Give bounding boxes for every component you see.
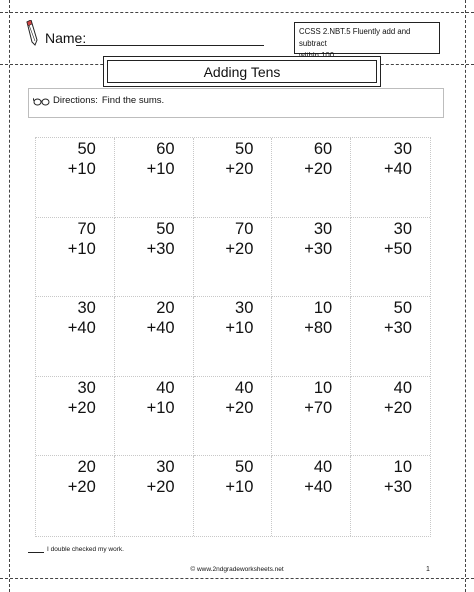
problem-cell <box>36 218 115 298</box>
self-check-text: I double checked my work. <box>47 546 124 553</box>
problem-addend-plus: +10 <box>146 398 175 417</box>
standard-box <box>294 22 440 54</box>
addition-problem <box>384 378 412 418</box>
website-credit: © www.2ndgradeworksheets.net <box>190 566 284 573</box>
addition-problem <box>225 457 253 497</box>
problem-addend: 40 <box>313 458 333 477</box>
problem-cell <box>36 138 115 218</box>
directions-text: Find the sums. <box>101 95 165 106</box>
problem-addend-plus: +20 <box>146 478 175 497</box>
problem-cell <box>272 377 351 457</box>
problem-cell <box>194 456 273 536</box>
addition-problem <box>304 139 332 179</box>
problem-cell <box>351 138 430 218</box>
problem-addend: 30 <box>313 219 333 238</box>
name-field-line[interactable] <box>76 45 264 46</box>
problem-addend: 60 <box>313 140 333 158</box>
problem-addend-plus: +20 <box>304 160 333 178</box>
addition-problem <box>225 219 253 259</box>
problem-cell <box>194 218 273 298</box>
problem-addend: 60 <box>156 140 175 158</box>
glasses-icon <box>33 96 50 106</box>
problem-addend-plus: +10 <box>67 239 96 258</box>
problem-addend-plus: +30 <box>304 239 333 258</box>
problem-addend: 30 <box>77 299 96 318</box>
problem-addend: 50 <box>393 299 412 318</box>
problem-addend-plus: +30 <box>146 239 175 258</box>
problem-cell <box>272 456 351 536</box>
problem-addend-plus: +10 <box>67 160 96 178</box>
problem-cell <box>272 297 351 377</box>
addition-problem <box>68 457 96 497</box>
title-box <box>103 56 381 87</box>
addition-problem <box>304 298 332 338</box>
problem-addend-plus: +30 <box>384 478 412 497</box>
problem-cell <box>115 297 194 377</box>
addition-problem <box>225 139 253 179</box>
problem-addend-plus: +80 <box>304 319 333 338</box>
problem-addend-plus: +40 <box>304 478 333 497</box>
problem-addend: 10 <box>313 299 333 318</box>
problem-addend: 30 <box>156 458 175 477</box>
name-label: Name: <box>45 30 87 46</box>
problem-addend: 40 <box>156 378 175 397</box>
problem-addend-plus: +20 <box>67 478 96 497</box>
addition-problem <box>384 139 412 179</box>
problem-cell <box>351 218 430 298</box>
addition-problem <box>304 457 332 497</box>
problem-addend: 40 <box>235 378 254 397</box>
problem-addend: 70 <box>77 219 96 238</box>
addition-problem <box>225 298 253 338</box>
problem-addend: 50 <box>156 219 175 238</box>
problem-cell <box>351 456 430 536</box>
addition-problem <box>147 139 175 179</box>
addition-problem <box>68 298 96 338</box>
addition-problem <box>68 378 96 418</box>
problem-addend: 10 <box>393 458 412 477</box>
addition-problem <box>147 457 175 497</box>
problem-cell <box>115 456 194 536</box>
directions-label: Directions: <box>53 95 98 106</box>
addition-problem <box>384 457 412 497</box>
standard-line1: CCSS 2.NBT.5 Fluently add and subtract <box>299 27 411 48</box>
problem-addend: 30 <box>235 299 254 318</box>
problem-cell <box>115 218 194 298</box>
problem-addend-plus: +30 <box>384 319 412 338</box>
problem-addend-plus: +40 <box>384 160 412 178</box>
page-title: Adding Tens <box>107 60 377 83</box>
self-check-blank[interactable] <box>28 546 44 553</box>
self-check-line <box>28 546 124 553</box>
left-cut-line <box>9 0 10 592</box>
problem-cell <box>351 377 430 457</box>
problem-addend: 30 <box>77 378 96 397</box>
problem-cell <box>36 297 115 377</box>
bottom-cut-line <box>0 578 474 579</box>
addition-problem <box>384 219 412 259</box>
addition-problem <box>147 219 175 259</box>
problem-cell <box>351 297 430 377</box>
problem-addend: 50 <box>235 458 254 477</box>
problem-addend-plus: +70 <box>304 398 333 417</box>
addition-problem <box>225 378 253 418</box>
problem-addend: 50 <box>77 140 96 158</box>
directions-box <box>28 88 444 118</box>
addition-problem <box>147 378 175 418</box>
problem-cell <box>115 138 194 218</box>
problem-cell <box>194 138 273 218</box>
problem-cell <box>36 456 115 536</box>
problem-addend: 10 <box>313 378 333 397</box>
addition-problem <box>304 219 332 259</box>
problem-cell <box>272 138 351 218</box>
problem-addend-plus: +20 <box>225 239 254 258</box>
problem-addend: 40 <box>393 378 412 397</box>
problem-addend: 30 <box>393 219 412 238</box>
top-cut-line <box>0 12 474 13</box>
addition-problem <box>68 219 96 259</box>
problem-cell <box>272 218 351 298</box>
problem-addend-plus: +40 <box>67 319 96 338</box>
addition-problem <box>304 378 332 418</box>
problem-cell <box>36 377 115 457</box>
problem-addend-plus: +20 <box>225 398 254 417</box>
problem-addend-plus: +20 <box>67 398 96 417</box>
right-cut-line <box>465 0 466 592</box>
problem-cell <box>194 297 273 377</box>
problem-addend-plus: +10 <box>146 160 175 178</box>
addition-problem <box>147 298 175 338</box>
problem-addend: 20 <box>77 458 96 477</box>
problem-cell <box>115 377 194 457</box>
addition-problem <box>68 139 96 179</box>
problem-addend-plus: +50 <box>384 239 412 258</box>
problem-addend-plus: +20 <box>225 160 254 178</box>
problem-addend: 30 <box>393 140 412 158</box>
problem-addend-plus: +40 <box>146 319 175 338</box>
pencil-icon <box>26 20 38 46</box>
problem-addend: 20 <box>156 299 175 318</box>
problem-addend: 50 <box>235 140 254 158</box>
addition-problem <box>384 298 412 338</box>
problem-addend-plus: +20 <box>384 398 412 417</box>
problem-addend-plus: +10 <box>225 478 254 497</box>
problem-addend: 70 <box>235 219 254 238</box>
problem-grid <box>35 137 431 537</box>
problem-cell <box>194 377 273 457</box>
problem-addend-plus: +10 <box>225 319 254 338</box>
page-number: 1 <box>426 566 430 573</box>
